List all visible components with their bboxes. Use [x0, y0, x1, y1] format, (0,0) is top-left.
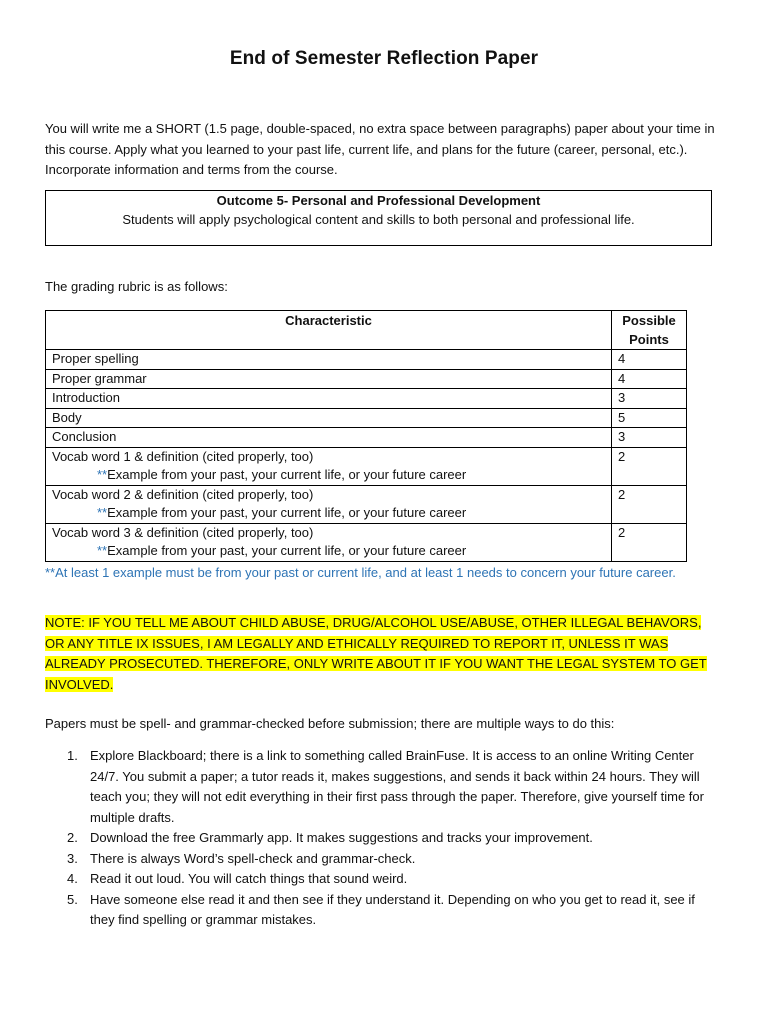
- rubric-item: Body: [46, 408, 612, 428]
- intro-paragraph: You will write me a SHORT (1.5 page, double-spaced, no extra space between paragraphs) paper about your time in this course. Apply what you learned to your past life, current life, and plans for the future (career, personal, etc.). Incorporate information and terms from the course.: [45, 121, 715, 177]
- rubric-points: 2: [612, 485, 687, 523]
- list-text: There is always Word’s spell-check and grammar-check.: [90, 850, 416, 866]
- vocab-item-title: Vocab word 3 & definition (cited properly, too): [52, 524, 314, 540]
- example-text: Example from your past, your current life, or your future career: [107, 505, 467, 520]
- rubric-footnote: **At least 1 example must be from your past or current life, and at least 1 needs to concern your future career.: [45, 565, 676, 580]
- rubric-points: 5: [612, 408, 687, 428]
- example-text: Example from your past, your current life, or your future career: [107, 467, 467, 482]
- table-row: [46, 428, 687, 448]
- table-row: [46, 523, 687, 561]
- rubric-item: [46, 485, 612, 523]
- list-number: 4.: [67, 871, 78, 886]
- list-item: [45, 869, 710, 890]
- outcome-text: Students will apply psychological content and skills to both personal and professional life.: [122, 211, 635, 227]
- asterisk-marker: **: [97, 505, 108, 520]
- list-text: Download the free Grammarly app. It makes suggestions and tracks your improvement.: [90, 830, 593, 845]
- header-points: Possible Points: [612, 311, 687, 350]
- example-text: Example from your past, your current life, or your future career: [107, 543, 467, 558]
- asterisk-marker: **: [97, 467, 108, 482]
- table-row: [46, 447, 687, 485]
- rubric-points: 4: [612, 350, 687, 370]
- list-item: [45, 890, 710, 931]
- list-item: [45, 828, 710, 849]
- checking-steps-list: [45, 746, 710, 931]
- rubric-item: Proper spelling: [46, 350, 612, 370]
- outcome-title: Outcome 5- Personal and Professional Development: [216, 193, 541, 208]
- page-title: End of Semester Reflection Paper: [229, 48, 539, 69]
- rubric-points: 2: [612, 447, 687, 485]
- list-number: 1.: [67, 748, 78, 763]
- list-text: Have someone else read it and then see if they understand it. Depending on who you get to read it, see if they find spelling or grammar mistakes.: [90, 891, 695, 927]
- table-row: [46, 408, 687, 428]
- highlighted-note-text: NOTE: IF YOU TELL ME ABOUT CHILD ABUSE, DRUG/ALCOHOL USE/ABUSE, OTHER ILLEGAL BEHAVORS, OR ANY TITLE IX ISSUES, I AM LEGALLY AND ETHICALLY REQUIRED TO REPORT IT, UNLESS IT WAS ALREADY PROSECUTED. THEREFORE, ONLY WRITE ABOUT IT IF YOU WANT THE LEGAL SYSTEM TO GET INVOLVED.: [45, 615, 707, 692]
- vocab-item-title: Vocab word 1 & definition (cited properly, too): [52, 448, 314, 464]
- list-number: 3.: [67, 850, 78, 866]
- list-number: 5.: [67, 891, 78, 907]
- rubric-points: 3: [612, 389, 687, 409]
- table-row: [46, 485, 687, 523]
- papers-intro: Papers must be spell- and grammar-checked before submission; there are multiple ways to do this:: [45, 716, 615, 731]
- rubric-points: 4: [612, 369, 687, 389]
- list-number: 2.: [67, 830, 78, 845]
- rubric-intro: The grading rubric is as follows:: [45, 279, 228, 294]
- header-characteristic: Characteristic: [46, 311, 612, 350]
- table-row: [46, 369, 687, 389]
- rubric-points: 3: [612, 428, 687, 448]
- table-row: [46, 389, 687, 409]
- list-item: [45, 849, 710, 870]
- asterisk-marker: **: [97, 543, 108, 558]
- rubric-item: Introduction: [46, 389, 612, 409]
- list-item: [45, 746, 710, 828]
- rubric-item: Conclusion: [46, 428, 612, 448]
- vocab-item-example: [52, 504, 605, 523]
- rubric-table: [45, 310, 687, 562]
- rubric-item: Proper grammar: [46, 369, 612, 389]
- table-row: [46, 350, 687, 370]
- list-text: Explore Blackboard; there is a link to something called BrainFuse. It is access to an online Writing Center 24/7. You submit a paper; a tutor reads it, makes suggestions, and sends it back within 24 hours. They will teach you; they will not edit everything in their first pass through the paper. Therefore, give yourself time for multiple drafts.: [90, 748, 704, 825]
- rubric-item: [46, 447, 612, 485]
- vocab-item-example: [52, 466, 605, 485]
- vocab-item-example: [52, 542, 605, 561]
- rubric-item: [46, 523, 612, 561]
- list-text: Read it out loud. You will catch things that sound weird.: [90, 871, 408, 886]
- legal-note: [45, 613, 715, 695]
- rubric-points: 2: [612, 523, 687, 561]
- outcome-box: [45, 190, 712, 246]
- vocab-item-title: Vocab word 2 & definition (cited properly, too): [52, 486, 314, 502]
- rubric-header-row: [46, 311, 687, 350]
